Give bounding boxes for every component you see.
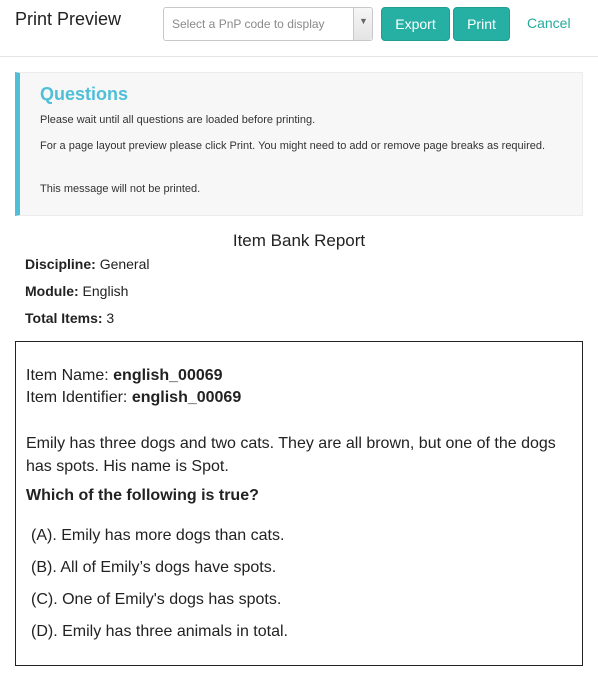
notice-line: For a page layout preview please click Print. You might need to add or remove page breaks as required. (40, 140, 546, 152)
answer-option: (B). All of Emily’s dogs have spots. (31, 559, 277, 576)
total-items-value: 3 (106, 310, 115, 326)
answer-option: (D). Emily has three animals in total. (31, 623, 288, 640)
discipline-label: Discipline: (25, 256, 96, 272)
module-row (25, 283, 128, 299)
total-items-row (25, 310, 114, 326)
report-title: Item Bank Report (232, 231, 366, 250)
cancel-link[interactable]: Cancel (527, 15, 571, 31)
total-items-label: Total Items: (25, 310, 103, 326)
item-name-label: Item Name: (26, 367, 109, 384)
toolbar (0, 0, 598, 57)
notice-line: This message will not be printed. (40, 183, 201, 195)
item-name-row (26, 367, 223, 385)
print-notice (15, 72, 583, 216)
answer-option: (C). One of Emily's dogs has spots. (31, 591, 282, 608)
item-identifier-label: Item Identifier: (26, 389, 128, 406)
module-value: English (82, 283, 129, 299)
item-name-value: english_00069 (113, 367, 223, 384)
item-question: Which of the following is true? (26, 487, 259, 504)
page-title: Print Preview (15, 9, 122, 29)
module-label: Module: (25, 283, 79, 299)
notice-title: Questions (40, 84, 129, 104)
pnp-code-select[interactable] (163, 7, 373, 41)
discipline-value: General (99, 256, 150, 272)
chevron-down-icon: ▼ (359, 16, 368, 26)
print-button[interactable]: Print (453, 7, 510, 41)
discipline-row (25, 256, 150, 272)
pnp-select-placeholder: Select a PnP code to display (172, 17, 325, 31)
notice-line: Please wait until all questions are loaded before printing. (40, 114, 316, 126)
answer-option: (A). Emily has more dogs than cats. (31, 527, 285, 544)
item-identifier-row (26, 389, 241, 407)
export-button[interactable]: Export (381, 7, 450, 41)
select-dropdown-button[interactable] (353, 8, 372, 40)
item-card (15, 341, 583, 666)
item-stem: Emily has three dogs and two cats. They are all brown, but one of the dogs has spots. His name is Spot. (26, 435, 556, 475)
item-identifier-value: english_00069 (131, 389, 242, 406)
